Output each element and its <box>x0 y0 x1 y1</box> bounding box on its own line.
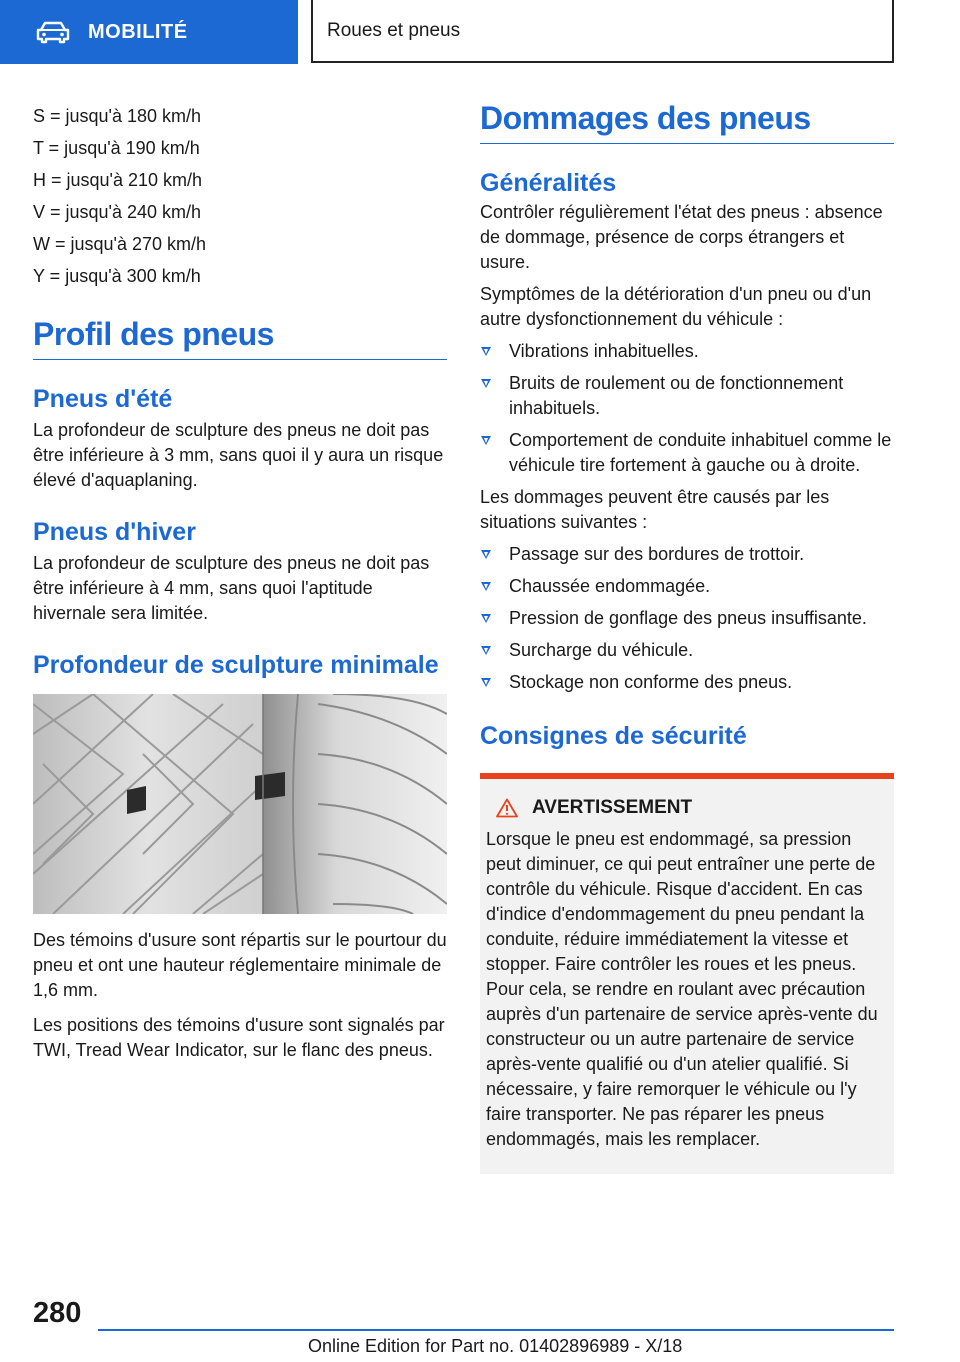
bullet-triangle-icon <box>481 614 491 623</box>
list-item: Pression de gonflage des pneus insuffisante. <box>480 606 894 631</box>
symptomes-list <box>480 339 894 478</box>
warning-triangle-icon <box>496 798 518 818</box>
bullet-triangle-icon <box>481 436 491 445</box>
section-label: MOBILITÉ <box>88 20 188 43</box>
tread-wear-illustration <box>33 694 447 914</box>
speed-ratings <box>33 100 447 292</box>
generalites-heading: Généralités <box>480 169 617 197</box>
generalites-text: Contrôler régulièrement l'état des pneus : absence de dommage, présence de corps étrangers et usure. <box>480 202 883 272</box>
section-tab[interactable] <box>0 0 298 64</box>
warning-text: Lorsque le pneu est endommagé, sa pression peut diminuer, ce qui peut entraîner une perte de contrôle du véhicule. Risque d'accident. En cas d'indice d'endommagement du pneu pendant la conduite, réduire immédiatement la vitesse et stopper. Faire contrôler les roues et les pneus. Pour cela, se rendre en roulant avec précaution auprès d'un partenaire de service après-vente du constructeur ou un autre partenaire de service après-vente qualifié ou d'un atelier qualifié. Si nécessaire, y faire remorquer le véhicule ou l'y faire transporter. Ne pas réparer les pneus endommagés, mais les remplacer. <box>486 829 878 1149</box>
list-item: Vibrations inhabituelles. <box>480 339 894 364</box>
temoins-text: Des témoins d'usure sont répartis sur le pourtour du pneu et ont une hauteur réglementaire minimale de 1,6 mm. <box>33 930 447 1000</box>
hiver-heading: Pneus d'hiver <box>33 518 196 546</box>
ete-text: La profondeur de sculpture des pneus ne doit pas être inférieure à 3 mm, sans quoi il y aura un risque élevé d'aquaplaning. <box>33 420 444 490</box>
list-item: Stockage non conforme des pneus. <box>480 670 894 695</box>
bullet-triangle-icon <box>481 379 491 388</box>
list-item: Surcharge du véhicule. <box>480 638 894 663</box>
page-number: 280 <box>33 1297 82 1329</box>
list-item: Comportement de conduite inhabituel comme le véhicule tire fortement à gauche ou à droite. <box>480 428 894 478</box>
ete-heading: Pneus d'été <box>33 385 173 413</box>
right-column <box>480 100 894 1174</box>
twi-text: Les positions des témoins d'usure sont signalés par TWI, Tread Wear Indicator, sur le flanc des pneus. <box>33 1015 445 1060</box>
warning-title: AVERTISSEMENT <box>532 797 693 818</box>
warning-box <box>480 773 894 1174</box>
speed-rating-v: V = jusqu'à 240 km/h <box>33 202 202 222</box>
hiver-text: La profondeur de sculpture des pneus ne doit pas être inférieure à 4 mm, sans quoi l'aptitude hivernale sera limitée. <box>33 553 430 623</box>
causes-list <box>480 542 894 695</box>
footer-divider <box>98 1329 894 1331</box>
speed-rating-t: T = jusqu'à 190 km/h <box>33 138 200 158</box>
speed-rating-h: H = jusqu'à 210 km/h <box>33 170 203 190</box>
warning-header <box>496 797 888 819</box>
chapter-header <box>311 0 894 63</box>
car-icon <box>36 20 70 44</box>
speed-rating-s: S = jusqu'à 180 km/h <box>33 106 202 126</box>
bullet-triangle-icon <box>481 582 491 591</box>
causes-text: Les dommages peuvent être causés par les situations suivantes : <box>480 487 830 532</box>
bullet-triangle-icon <box>481 550 491 559</box>
chapter-title: Roues et pneus <box>327 19 461 41</box>
profil-heading: Profil des pneus <box>33 316 447 360</box>
dommages-heading: Dommages des pneus <box>480 100 894 144</box>
speed-rating-w: W = jusqu'à 270 km/h <box>33 234 207 254</box>
list-item: Bruits de roulement ou de fonctionnement inhabituels. <box>480 371 894 421</box>
min-depth-heading: Profondeur de sculpture minimale <box>33 651 439 679</box>
list-item: Passage sur des bordures de trottoir. <box>480 542 894 567</box>
list-item: Chaussée endommagée. <box>480 574 894 599</box>
bullet-triangle-icon <box>481 347 491 356</box>
bullet-triangle-icon <box>481 678 491 687</box>
left-column <box>33 100 447 1063</box>
consignes-heading: Consignes de sécurité <box>480 722 747 750</box>
symptomes-text: Symptômes de la détérioration d'un pneu ou d'un autre dysfonctionnement du véhicule : <box>480 284 872 329</box>
footer-edition: Online Edition for Part no. 01402896989 - X/18 <box>308 1336 683 1356</box>
speed-rating-y: Y = jusqu'à 300 km/h <box>33 266 201 286</box>
bullet-triangle-icon <box>481 646 491 655</box>
